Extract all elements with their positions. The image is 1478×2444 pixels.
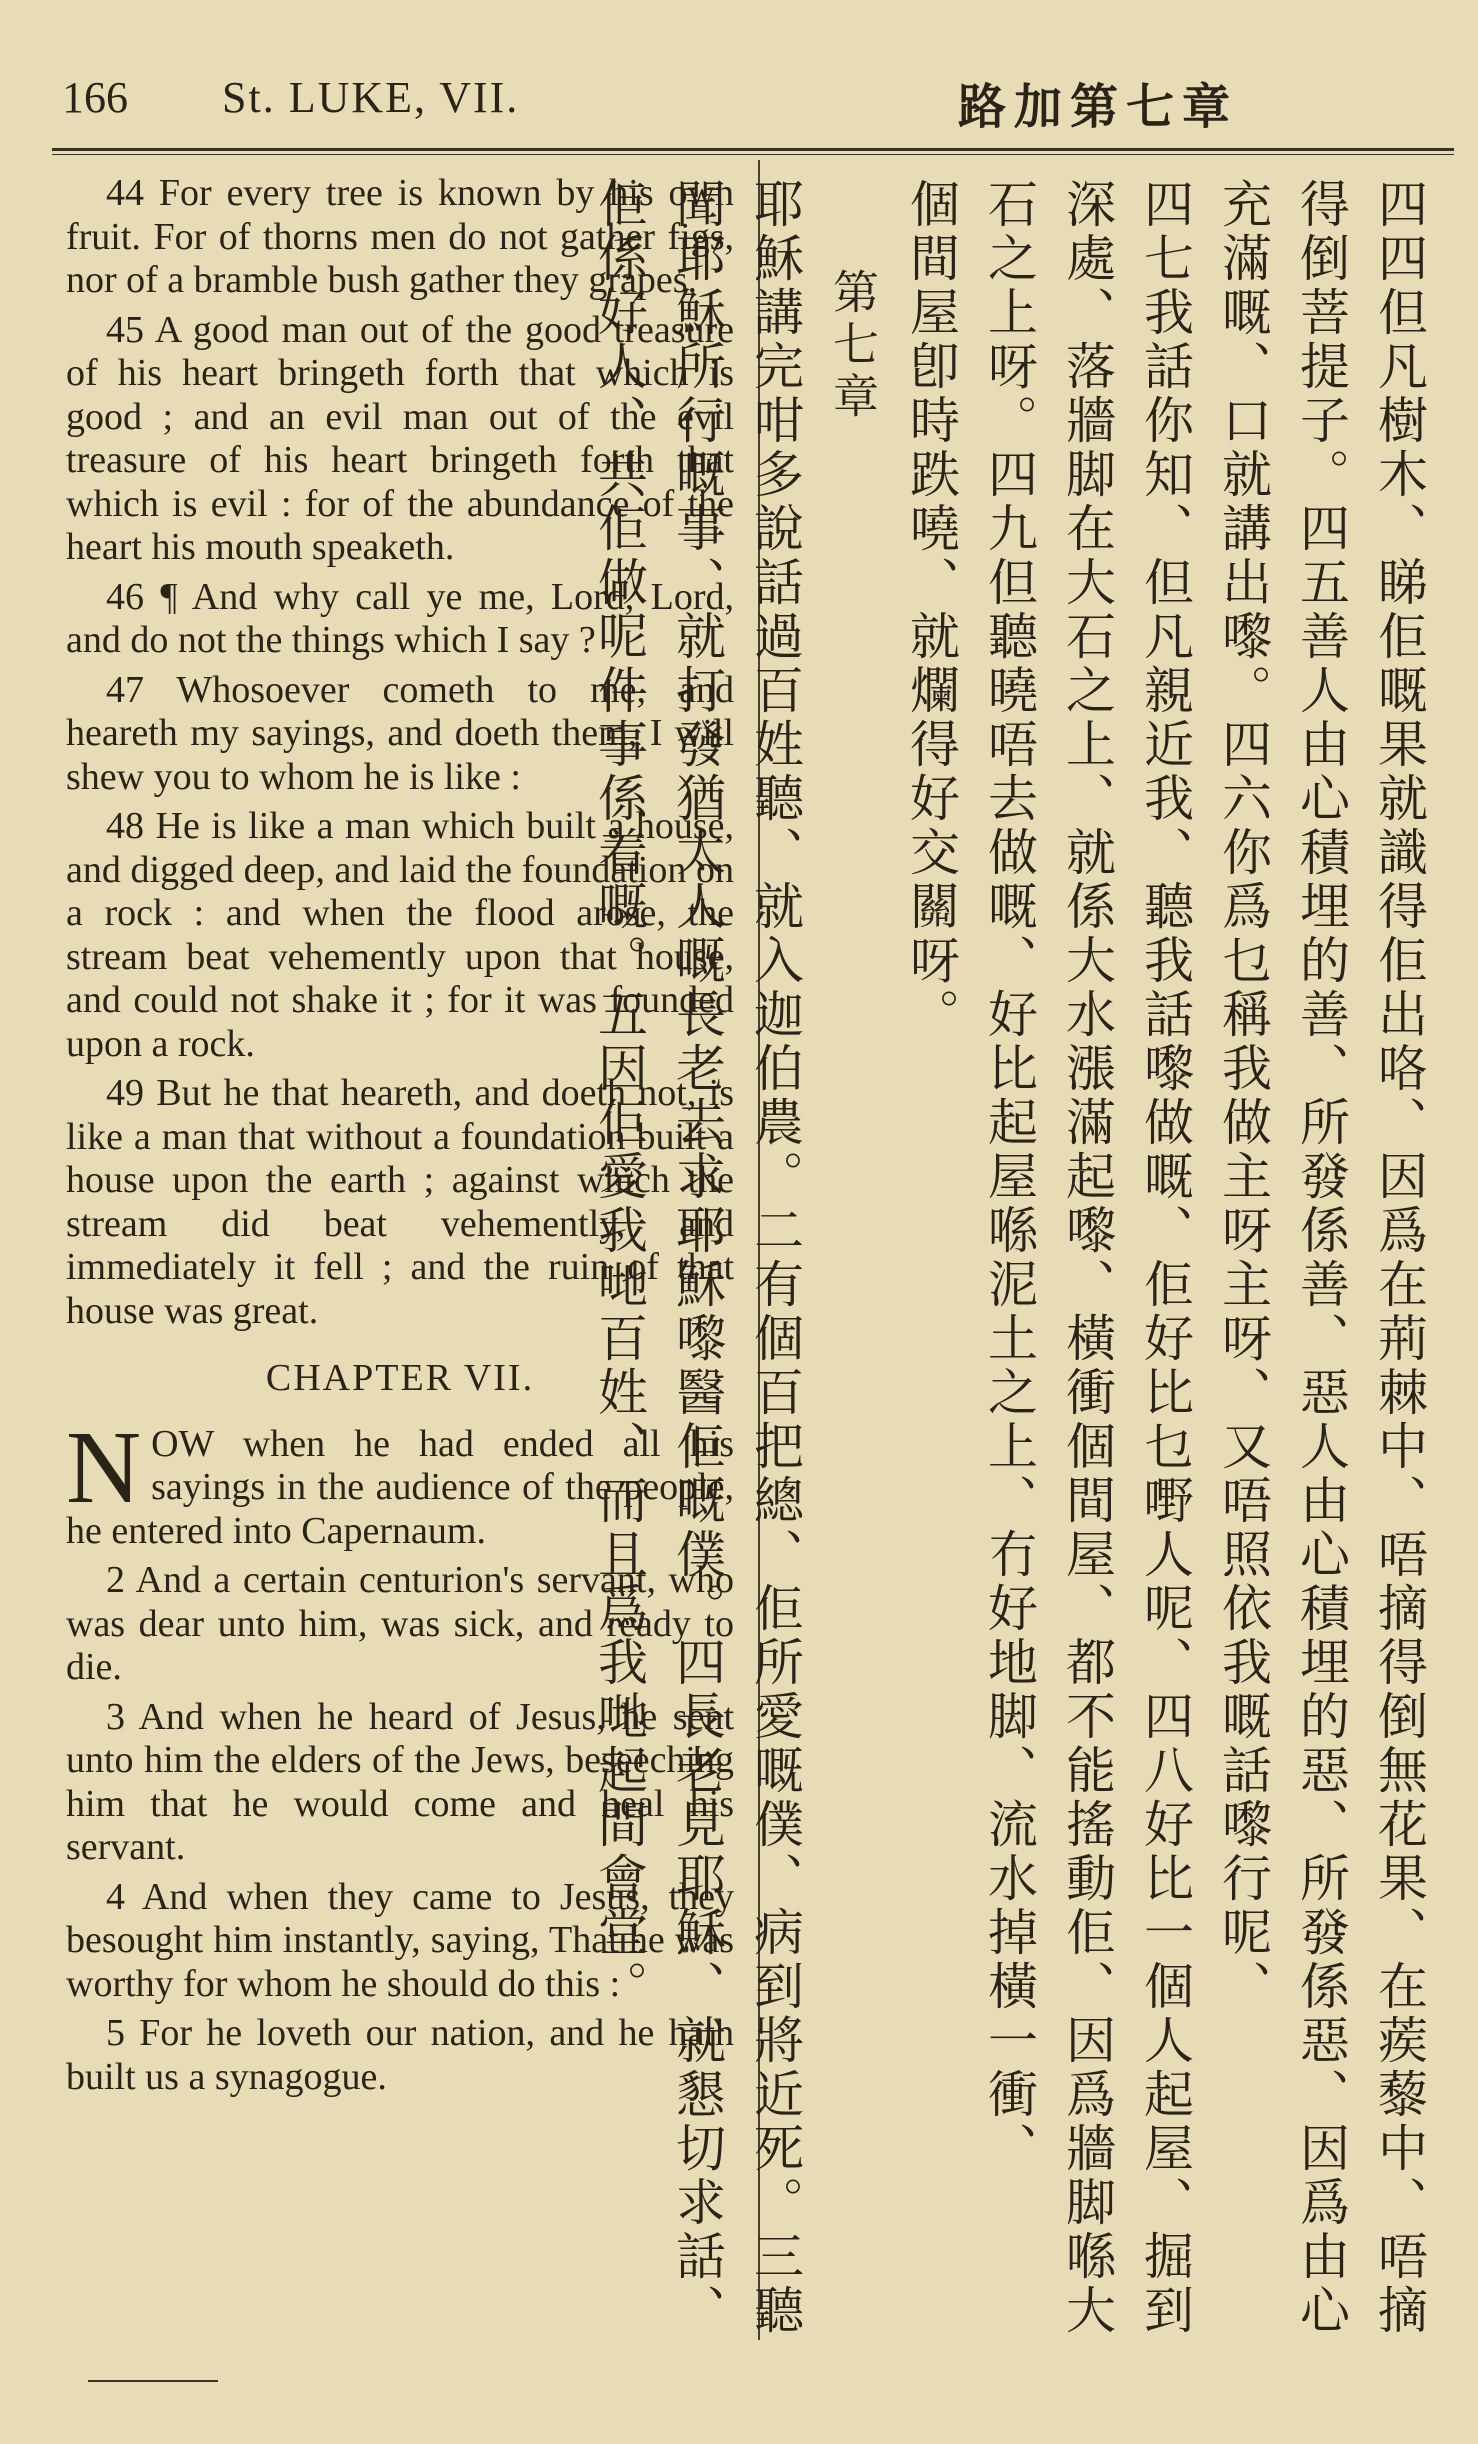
- chinese-verses-44-46: 四四但凡樹木、睇佢嘅果就識得佢出咯、因爲在荊棘中、唔摘得倒無花果、在蒺藜中、唔摘得倒菩提子。四五善人由心積埋的善、所發係善、惡人由心積埋的惡、所發係惡、因爲由心充滿嘅、口就講出嚟。四六你爲乜稱我做主呀主呀、又唔照依我嘅話嚟行呢、: [1214, 178, 1428, 2338]
- chinese-verses-47-49: 四七我話你知、但凡親近我、聽我話嚟做嘅、佢好比乜嘢人呢、四八好比一個人起屋、掘到深處、落牆脚在大石之上、就係大水漲滿起嚟、橫衝個間屋、都不能搖動佢、因爲牆脚喺大石之上呀。四九但聽曉唔去做嘅、好比起屋喺泥土之上、冇好地脚、流水掉橫一衝、: [980, 178, 1194, 2338]
- verse-44: 44 For every tree is known by his own fruit. For of thorns men do not gather figs, nor of a bramble bush gather they grapes.: [66, 172, 734, 301]
- chapter7-verse-4: 4 And when they came to Jesus, they besought him instantly, saying, That he was worthy for whom he should do this :: [66, 1875, 734, 2005]
- verse-45: 45 A good man out of the good treasure of his heart bringeth forth that which is good ; and an evil man out of the evil treasure of his heart bringeth forth that which is evil : for of the abundance of the heart his mouth speaketh.: [66, 308, 734, 568]
- running-title-chinese: 路加第七章: [957, 81, 1238, 134]
- chapter7-verse-2: 2 And a certain centurion's servant, who was dear unto him, was sick, and ready to die.: [66, 1559, 734, 1688]
- chapter-heading: CHAPTER VII.: [265, 1357, 535, 1399]
- chapter7-verse-5: 5 For he loveth our nation, and he hath built us a synagogue.: [66, 2012, 734, 2098]
- header-rule: [52, 148, 1454, 151]
- chinese-chapter-heading: 第七章: [826, 268, 880, 424]
- chinese-column: [580, 178, 1438, 2338]
- verse-47: 47 Whosoever cometh to me, and heareth my sayings, and doeth them, I will shew you to whom he is like :: [66, 668, 734, 798]
- verse-48: 48 He is like a man which built a house, and digged deep, and laid the foundation on a rock : and when the flood arose, the stream beat vehemently upon that house, and could not shake it ; for it was founded upon a rock.: [66, 805, 734, 1065]
- chapter7-verse-3: 3 And when he heard of Jesus, he sent unto him the elders of the Jews, beseeching him that he would come and heal his servant.: [66, 1695, 734, 1868]
- drop-cap: N: [66, 1409, 142, 1525]
- running-title: St. LUKE, VII.: [222, 73, 520, 122]
- verse-1-text: OW when he had ended all his sayings in the audience of the people, he entered into Capernaum.: [66, 1422, 734, 1552]
- chinese-chapter7-text: 耶穌講完咁多說話過百姓聽、就入迦伯農。二有個百把總、佢所愛嘅僕、病到將近死。三聽聞耶穌所行嘅事、就打發猶太人嘅長老去求耶穌嚟醫佢嘅僕。四長老見耶穌、就懇切求話、佢係好人、共佢做呢件事係着嘅。五因佢愛我哋百姓、而且爲我哋起間會堂。: [590, 178, 804, 2338]
- chinese-verse-49-end: 個間屋卽時跌嘵、就爛得好交關呀。: [902, 178, 960, 1042]
- footer-rule: [88, 2380, 218, 2382]
- header-rule-thin: [52, 154, 1454, 155]
- verse-49: 49 But he that heareth, and doeth not, is like a man that without a foundation built a house upon the earth ; against which the stream did beat vehemently, and immediately it fell ; and the ruin of that house was great.: [66, 1072, 734, 1332]
- verse-46: 46 ¶ And why call ye me, Lord, Lord, and do not the things which I say ?: [66, 575, 734, 661]
- page-number: 166: [62, 73, 128, 122]
